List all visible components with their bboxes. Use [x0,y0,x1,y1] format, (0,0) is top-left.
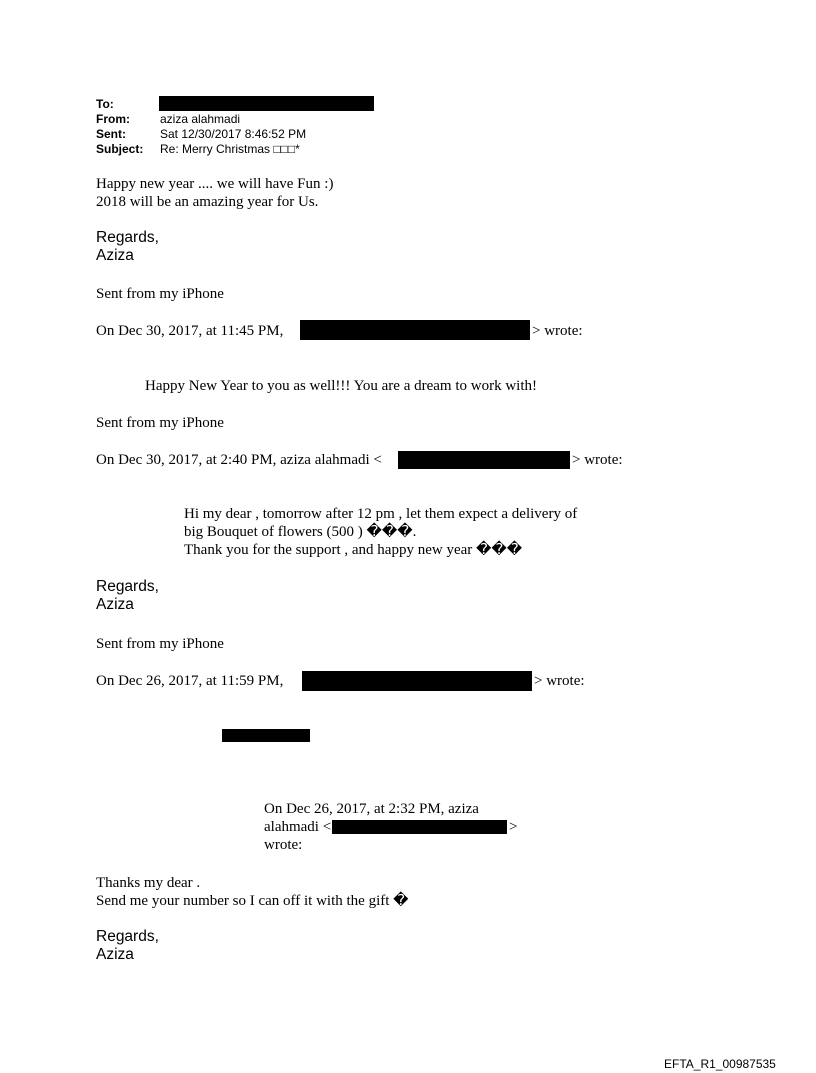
quote-2-redaction [398,451,570,469]
signature-regards: Regards, [96,229,159,246]
sent-from-iphone-2: Sent from my iPhone [96,415,224,431]
signature-3 [96,928,159,964]
quote-2-body [184,505,577,559]
document-id: EFTA_R1_00987535 [664,1057,776,1071]
subject-label: Subject: [96,142,144,156]
signature-name: Aziza [96,596,134,613]
message-1-line-1: Happy new year .... we will have Fun :) [96,176,334,192]
signature-regards: Regards, [96,928,159,945]
signature-name: Aziza [96,946,134,963]
message-1 [96,175,333,211]
sent-from-iphone-3: Sent from my iPhone [96,636,224,652]
from-value: aziza alahmadi [160,112,241,126]
subject-value: Re: Merry Christmas □□□* [160,142,300,156]
quote-1-redaction [300,320,530,340]
quote-3-redaction [302,671,532,691]
quote-2-line-3: Thank you for the support , and happy new year ��� [184,542,523,558]
message-1-line-2: 2018 will be an amazing year for Us. [96,194,319,210]
quote-4-line-3: wrote: [264,837,303,853]
quote-2-line-2: big Bouquet of flowers (500 ) ���. [184,524,417,540]
sent-label: Sent: [96,127,126,141]
signature-2 [96,578,159,614]
quote-4-line-2 [264,818,518,836]
quote-4-line-1: On Dec 26, 2017, at 2:32 PM, aziza [264,801,479,817]
quote-1-attribution: On Dec 30, 2017, at 11:45 PM, [96,323,284,339]
quote-2-line-1: Hi my dear , tomorrow after 12 pm , let them expect a delivery of [184,506,578,522]
quote-4-line-2-suffix: > [509,819,518,835]
quote-4-attribution [264,800,518,854]
quote-1-wrote: > wrote: [532,323,583,339]
sent-from-iphone-1: Sent from my iPhone [96,286,224,302]
to-label: To: [96,97,114,111]
signature-regards: Regards, [96,578,159,595]
message-2-line-1: Thanks my dear . [96,875,201,891]
quote-2-wrote: > wrote: [572,452,623,468]
quote-1-body: Happy New Year to you as well!!! You are a dream to work with! [145,378,537,394]
message-2 [96,874,409,910]
signature-1 [96,229,159,265]
signature-name: Aziza [96,247,134,264]
quote-3-wrote: > wrote: [534,673,585,689]
quote-4-redaction [332,820,507,834]
quote-3-attribution: On Dec 26, 2017, at 11:59 PM, [96,673,284,689]
quote-2-attribution: On Dec 30, 2017, at 2:40 PM, aziza alahmadi < [96,452,382,468]
quote-4-line-2-prefix: alahmadi < [264,819,332,835]
message-2-line-2: Send me your number so I can off it with the gift � [96,893,409,909]
sent-value: Sat 12/30/2017 8:46:52 PM [160,127,307,141]
from-label: From: [96,112,130,126]
quote-3-body-redaction [222,729,310,742]
to-redaction [159,96,374,111]
